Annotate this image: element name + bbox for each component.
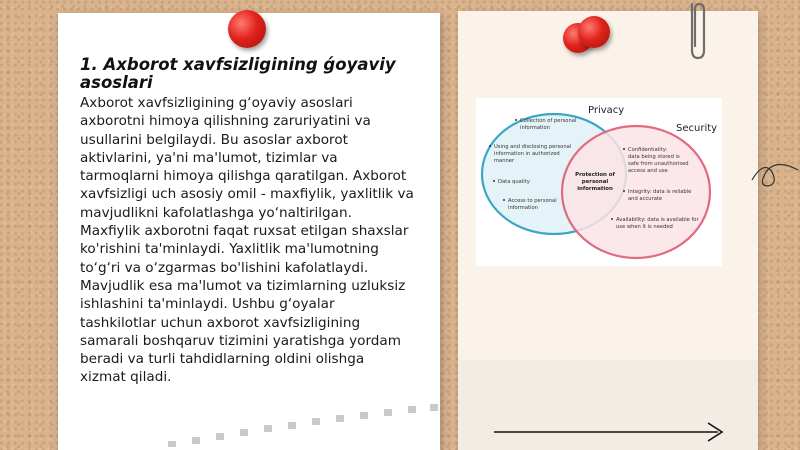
security-item-text: Availability: data is available for xyxy=(616,217,699,223)
privacy-item-text: information xyxy=(520,125,550,131)
privacy-security-venn-diagram xyxy=(476,98,722,266)
privacy-item-text: Data quality xyxy=(498,179,530,185)
security-item-text: use when it is needed xyxy=(616,224,673,230)
red-pushpin-icon xyxy=(578,16,610,48)
privacy-item-text: Collection of personal xyxy=(520,118,577,124)
privacy-item-text: manner xyxy=(494,158,515,164)
security-item-text: data being stored is xyxy=(628,154,680,160)
decorative-squiggle-icon xyxy=(750,150,800,200)
overlap-text: personal xyxy=(581,179,609,185)
privacy-item-text: Using and disclosing personal xyxy=(494,144,572,150)
privacy-item-text: Access to personal xyxy=(508,198,557,204)
privacy-label: Privacy xyxy=(588,105,625,116)
venn-svg xyxy=(476,98,722,266)
torn-paper-strip xyxy=(160,403,440,450)
security-item-text: Confidentiality: xyxy=(628,147,668,153)
slide-body-text: Axborot xavfsizligining g‘oyaviy asoslari axborotni himoya qilishning zaruriyatini va usullarini belgilaydi. Bu asoslar axborot aktivlarini, ya'ni ma'lumot, tizimlar va tarmoqlarni himoya qilishga qaratilgan. Axborot xavfsizligi uch asosiy omil - maxfiylik, yaxlitlik va mavjudlikni kafolatlashga yo‘naltirilgan. Maxfiylik axborotni faqat ruxsat etilgan shaxslar ko'rishini ta'minlaydi. Yaxlitlik ma'lumotning to‘g‘ri va o‘zgarmas bo'lishini kafolatlaydi. Mavjudlik esa ma'lumot va tizimlarning uzluksiz ishlashini ta'minlaydi. Ushbu g‘oyalar tashkilotlar uchun axborot xavfsizligining samarali boshqaruv tizimini yaratishga yordam beradi va turli tahdidlarning oldini olishga xizmat qiladi. xyxy=(80,95,414,386)
privacy-item-text: information xyxy=(508,205,538,211)
right-arrow-icon xyxy=(494,420,726,444)
red-pushpin-icon xyxy=(228,10,266,48)
security-item-text: safe from unauthorised xyxy=(628,161,689,167)
privacy-item-text: information in authorized xyxy=(494,151,560,157)
slide-title: 1. Axborot xavfsizligining ǵoyaviy asoslari xyxy=(80,55,396,92)
security-item-text: Integrity: data is reliable xyxy=(628,189,692,195)
security-item-text: access and use xyxy=(628,168,668,174)
overlap-text: information xyxy=(577,186,613,192)
security-label: Security xyxy=(676,123,718,134)
overlap-text: Protection of xyxy=(575,172,615,178)
security-item-text: and accurate xyxy=(628,196,663,202)
paperclip-icon xyxy=(686,0,710,62)
